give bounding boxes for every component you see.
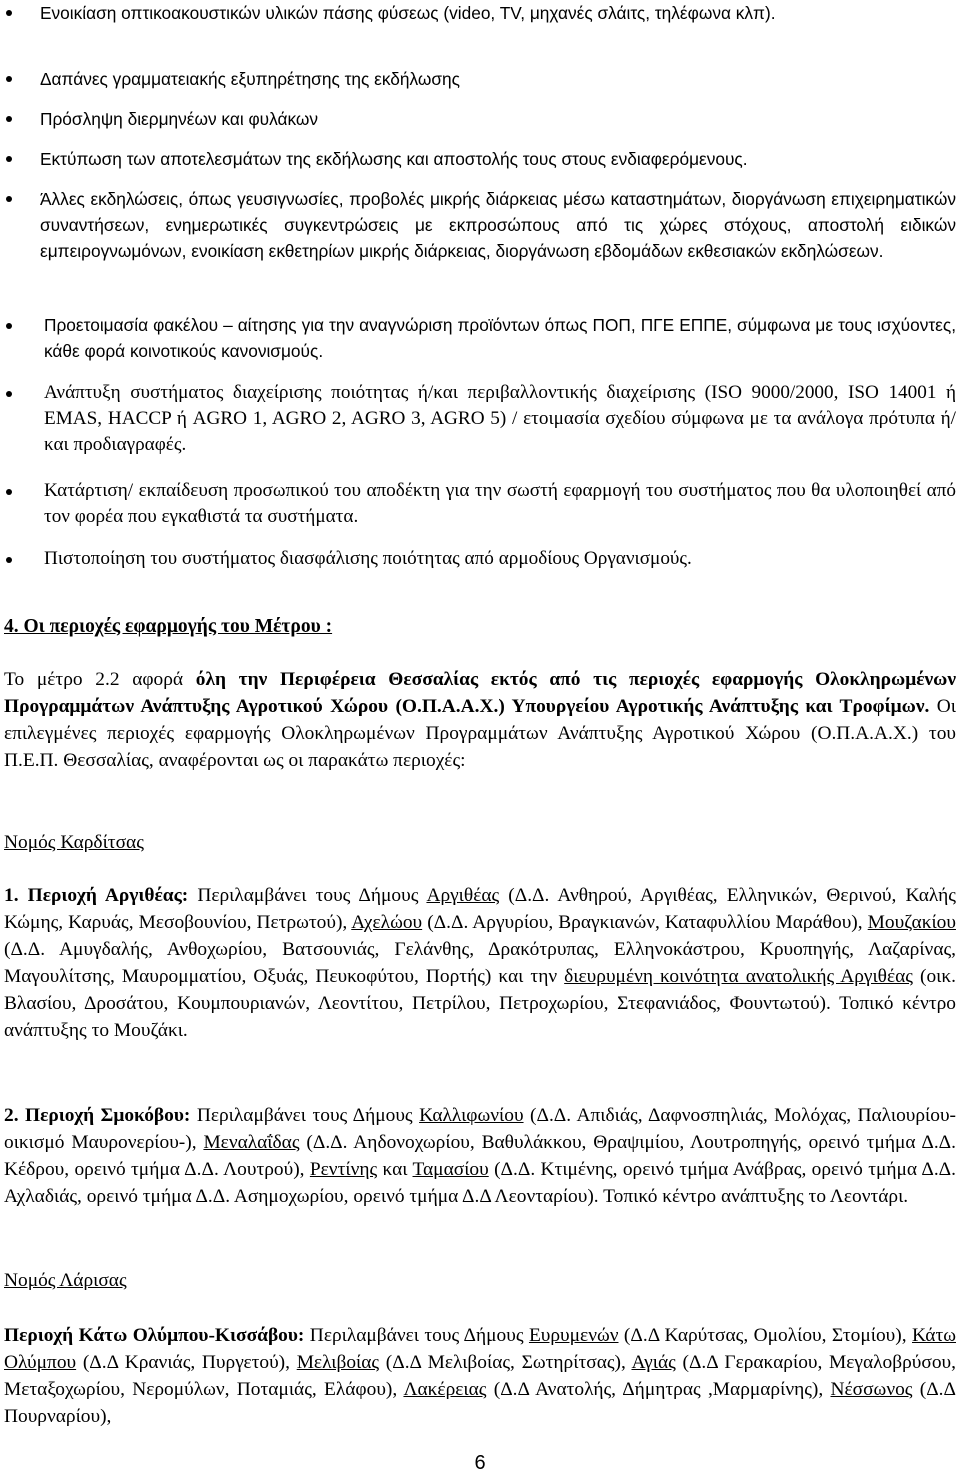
municipality-name: Αργιθέας xyxy=(426,885,500,906)
bullet-dot-icon xyxy=(6,76,12,82)
bullet-dot-icon xyxy=(6,156,12,162)
bullet-dot-icon xyxy=(6,557,12,563)
municipality-name: Καλλιφωνίου xyxy=(419,1105,524,1126)
area-label: Περιοχή Κάτω Ολύμπου-Κισσάβου: xyxy=(4,1325,305,1346)
area-label: 2. Περιοχή Σμοκόβου: xyxy=(4,1105,191,1126)
bullet-dot-icon xyxy=(6,116,12,122)
intro-paragraph xyxy=(4,666,956,774)
area-text: (Δ.Δ Κρανιάς, Πυργετού), xyxy=(76,1352,297,1373)
area-text: Περιλαμβάνει τους Δήμους xyxy=(188,885,427,906)
municipality-name: Μεναλαΐδας xyxy=(203,1132,300,1153)
bullet-dot-icon xyxy=(6,489,12,495)
municipality-name: Ταμασίου xyxy=(412,1159,489,1180)
area-text: (Δ.Δ. Αηδονοχωρίου, Βαθυλάκκου, Θραψιμίου, Λουτροπηγής, ορεινό τμήμα Δ.Δ. Κέδρου, ορεινό τμήμα Δ.Δ. Λουτρού), xyxy=(4,1132,956,1180)
section-heading: 4. Οι περιοχές εφαρμογής του Μέτρου : xyxy=(4,616,333,637)
area-text: (Δ.Δ. Ανθηρού, Αργιθέας, Ελληνικών, Θερινού, Καλής Κώμης, Καρυάς, Μεσοβουνίου, Πετρωτού), xyxy=(4,885,956,933)
municipality-name: Αγιάς xyxy=(631,1352,676,1373)
area-label: 1. Περιοχή Αργιθέας: xyxy=(4,885,189,906)
bullet-text: Άλλες εκδηλώσεις, όπως γευσιγνωσίες, προβολές μικρής διάρκειας μέσω καταστημάτων, διοργάνωση επιχειρηματικών συναντήσεων, ενημερωτικές συγκεντρώσεις με εκπροσώπους από τις χώρες στόχους, αποστολή ειδικών εμπειρογνωμόνων, ενοικίαση εκθετηρίων μικρής διάρκειας, διοργάνωση εβδομάδων εκθεσιακών εκδηλώσεων. xyxy=(40,189,956,261)
municipality-name: Ρεντίνης xyxy=(309,1159,378,1180)
bullet-text: Πιστοποίηση του συστήματος διασφάλισης ποιότητας από αρμοδίους Οργανισμούς. xyxy=(44,548,692,569)
intro-text: Το μέτρο 2.2 αφορά xyxy=(4,669,196,690)
bullet-text: Κατάρτιση/ εκπαίδευση προσωπικού του αποδέκτη για την σωστή εφαρμογή του συστήματος που θα υλοποιηθεί από τον φορέα που εγκαθιστά τα συστήματα. xyxy=(44,480,956,527)
bullet-dot-icon xyxy=(6,196,12,202)
area-text: (Δ.Δ Ανατολής, Δήμητρας ,Μαρμαρίνης), xyxy=(486,1379,831,1400)
municipality-name: Νέσσωνος xyxy=(830,1379,913,1400)
area-text: Περιλαμβάνει τους Δήμους xyxy=(190,1105,420,1126)
intro-text: Οι επιλεγμένες περιοχές εφαρμογής Ολοκληρωμένων Προγραμμάτων Ανάπτυξης Αγροτικού Χώρου (Ο.Π.Α.Α.Χ.) του Π.Ε.Π. Θεσσαλίας, αναφέρονται ως οι παρακάτω περιοχές: xyxy=(4,696,956,771)
area-text: (Δ.Δ. Αμυγδαλής, Ανθοχωρίου, Βατσουνιάς, Γελάνθης, Δρακότρυπας, Ελληνοκάστρου, Κρυοπηγής, Λαζαρίνας, Μαγουλίτσης, Μαυρομματίου, Οξυάς, Πευκοφύτου, Πορτής) και την xyxy=(4,939,956,987)
intro-bold: όλη την Περιφέρεια Θεσσαλίας εκτός από τις περιοχές εφαρμογής Ολοκληρωμένων Προγραμμάτων Ανάπτυξης Αγροτικού Χώρου (Ο.Π.Α.Α.Χ.) Υπουργείου Αγροτικής Ανάπτυξης και Τροφίμων. xyxy=(4,669,956,717)
area-argithea-paragraph xyxy=(4,882,956,1044)
area-text: (Δ.Δ Μελιβοίας, Σωτηρίτσας), xyxy=(379,1352,632,1373)
bullet-text: Ανάπτυξη συστήματος διαχείρισης ποιότητας ή/και περιβαλλοντικής διαχείρισης (ISO 9000/2000, ISO 14001 ή EMAS, HACCP ή AGRO 1, AGRO 2, AGRO 3, AGRO 5) / ετοιμασία σχεδίου σύμφωνα με τα ανάλογα πρότυπα ή/και προδιαγραφές. xyxy=(44,382,956,455)
area-kato-olympos-paragraph xyxy=(4,1322,956,1430)
bullet-text: Πρόσληψη διερμηνέων και φυλάκων xyxy=(40,109,319,129)
area-text: (Δ.Δ. Απιδιάς, Δαφνοσπηλιάς, Μολόχας, Παλιουρίου- οικισμό Μαυρονερίου-), xyxy=(4,1105,957,1153)
prefecture-heading-larisa: Νομός Λάρισας xyxy=(4,1270,127,1291)
page-number: 6 xyxy=(474,1452,486,1474)
municipality-name: Ευρυμενών xyxy=(528,1325,619,1346)
area-text: (Δ.Δ Καρύτσας, Ομολίου, Στομίου), xyxy=(618,1325,912,1346)
prefecture-heading-karditsa: Νομός Καρδίτσας xyxy=(4,832,144,853)
bullet-text: Προετοιμασία φακέλου – αίτησης για την αναγνώριση προϊόντων όπως ΠΟΠ, ΠΓΕ ΕΠΠΕ, σύμφωνα με τους ισχύοντες, κάθε φορά κοινοτικούς κανονισμούς. xyxy=(44,315,956,361)
municipality-name: Λακέρειας xyxy=(403,1379,487,1400)
bullet-dot-icon xyxy=(6,10,12,16)
area-text: και xyxy=(377,1159,413,1180)
bullet-dot-icon xyxy=(6,323,12,329)
municipality-name: Αχελώου xyxy=(351,912,423,933)
area-text: (Δ.Δ. Κτιμένης, ορεινό τμήμα Ανάβρας, ορεινό τμήμα Δ.Δ. Αχλαδιάς, ορεινό τμήμα Δ.Δ. Ασημοχωρίου, ορεινό τμήμα Δ.Δ Λεονταρίου). Τοπικό κέντρο ανάπτυξης το Λεοντάρι. xyxy=(4,1159,956,1207)
area-smokovo-paragraph xyxy=(4,1102,956,1210)
area-text: (Δ.Δ. Αργυρίου, Βραγκιανών, Καταφυλλίου Μαράθου), xyxy=(422,912,868,933)
bullet-text: Δαπάνες γραμματειακής εξυπηρέτησης της εκδήλωσης xyxy=(40,69,460,89)
municipality-name: διευρυμένη κοινότητα ανατολικής Αργιθέας xyxy=(564,966,913,987)
municipality-name: Κάτω Ολύμπου xyxy=(4,1325,956,1373)
area-text: (Δ.Δ Γερακαρίου, Μεγαλοβρύσου, Μεταξοχωρίου, Νερομύλων, Ποταμιάς, Ελάφου), xyxy=(4,1352,956,1400)
bullet-dot-icon xyxy=(6,391,12,397)
bullet-text: Εκτύπωση των αποτελεσμάτων της εκδήλωσης και αποστολής τους στους ενδιαφερόμενους. xyxy=(40,149,748,169)
bullet-text: Ενοικίαση οπτικοακουστικών υλικών πάσης φύσεως (video, TV, μηχανές σλάιτς, τηλέφωνα κλπ). xyxy=(40,3,776,23)
area-text: (Δ.Δ Πουρναρίου), xyxy=(4,1379,956,1427)
municipality-name: Μουζακίου xyxy=(867,912,956,933)
area-text: Περιλαμβάνει τους Δήμους xyxy=(304,1325,529,1346)
municipality-name: Μελιβοίας xyxy=(296,1352,380,1373)
area-text: (οικ. Βλασίου, Δροσάτου, Κουμπουριανών, Λεοντίτου, Πετρίλου, Πετροχωρίου, Στεφανιάδος, Φουντωτού). Τοπικό κέντρο ανάπτυξης το Μουζάκι. xyxy=(4,966,956,1041)
